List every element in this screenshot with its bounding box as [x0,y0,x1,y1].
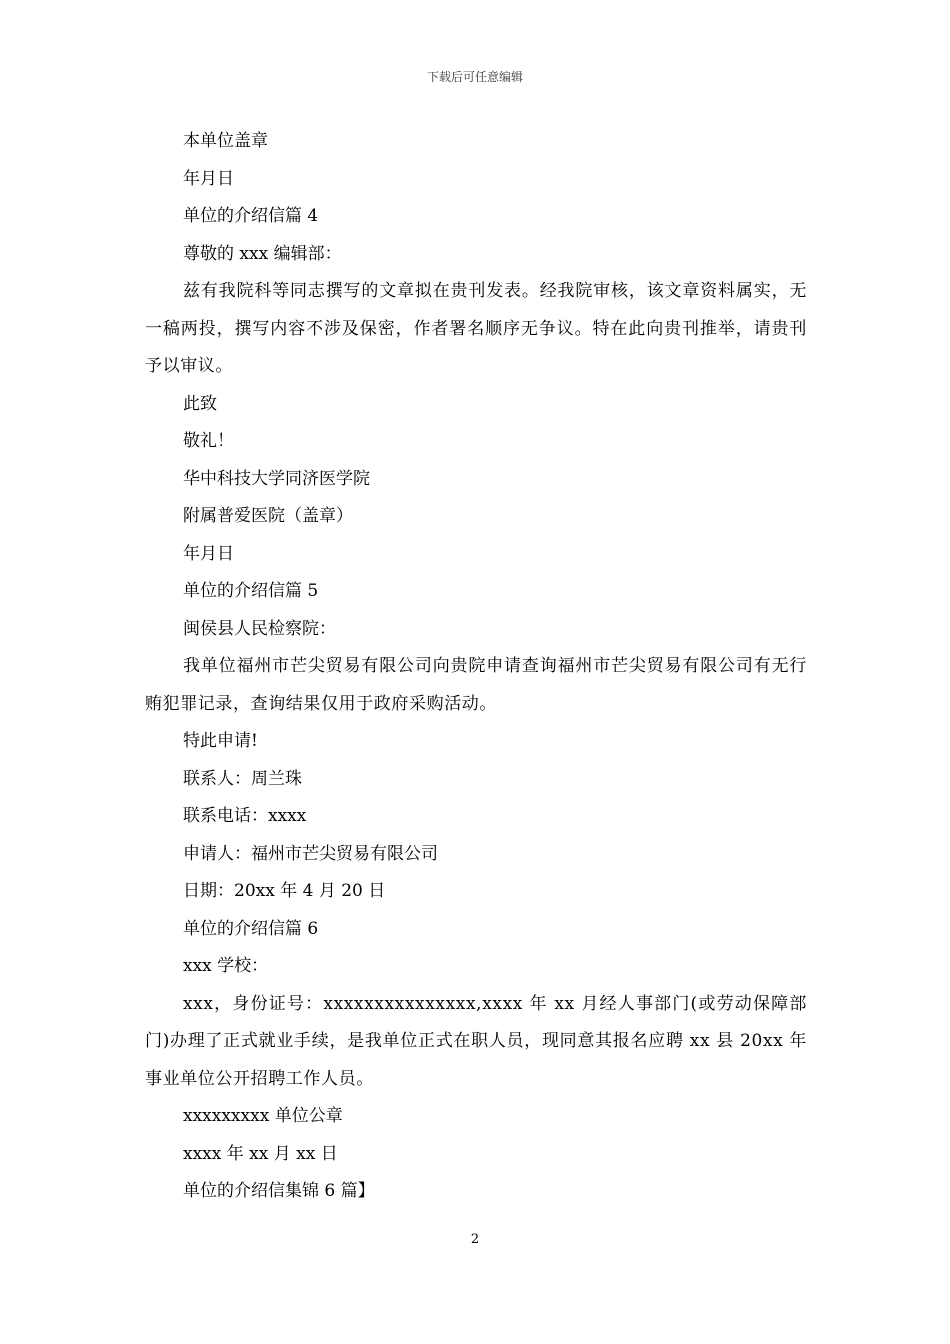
contact-line: 联系电话：xxxx [183,806,307,826]
date-line: xxxx 年 xx 月 xx 日 [183,1143,338,1164]
page-number: 2 [470,1232,480,1247]
contact-line: 联系人：周兰珠 [183,768,302,789]
date-line: 日期：20xx 年 4 月 20 日 [183,881,386,901]
section-heading: 单位的介绍信篇 6 [183,918,319,939]
date-line: 年月日 [183,168,234,189]
signature-line: 附属普爱医院（盖章） [183,506,353,526]
section-heading: 单位的介绍信集锦 6 篇】 [183,1181,375,1201]
document-body [145,123,807,1211]
section-heading: 单位的介绍信篇 4 [183,206,319,226]
body-paragraph: 兹有我院科等同志撰写的文章拟在贵刊发表。经我院审核，该文章资料属实，无一稿两投，撰写内容不涉及保密，作者署名顺序无争议。特在此向贵刊推举，请贵刊予以审议。 [145,281,807,376]
section-heading: 单位的介绍信篇 5 [183,581,319,601]
page-header: 下载后可任意编辑 [426,70,523,84]
salutation: 尊敬的 xxx 编辑部： [183,243,342,264]
closing-line: 特此申请! [183,731,258,751]
stamp-line: xxxxxxxxx 单位公章 [183,1106,343,1126]
closing-line: 此致 [183,393,217,414]
applicant-line: 申请人：福州市芒尖贸易有限公司 [183,843,438,864]
closing-line: 敬礼！ [183,431,234,451]
stamp-line: 本单位盖章 [183,131,268,151]
body-paragraph: 我单位福州市芒尖贸易有限公司向贵院申请查询福州市芒尖贸易有限公司有无行贿犯罪记录，查询结果仅用于政府采购活动。 [145,656,807,714]
date-line: 年月日 [183,543,234,564]
salutation: xxx 学校： [183,956,269,976]
salutation: 闽侯县人民检察院： [183,618,336,639]
signature-line: 华中科技大学同济医学院 [183,468,370,489]
body-paragraph: xxx，身份证号：xxxxxxxxxxxxxxx,xxxx 年 xx 月经人事部门(或劳动保障部门)办理了正式就业手续，是我单位正式在职人员，现同意其报名应聘 xx 县 20xx 年事业单位公开招聘工作人员。 [145,993,807,1089]
